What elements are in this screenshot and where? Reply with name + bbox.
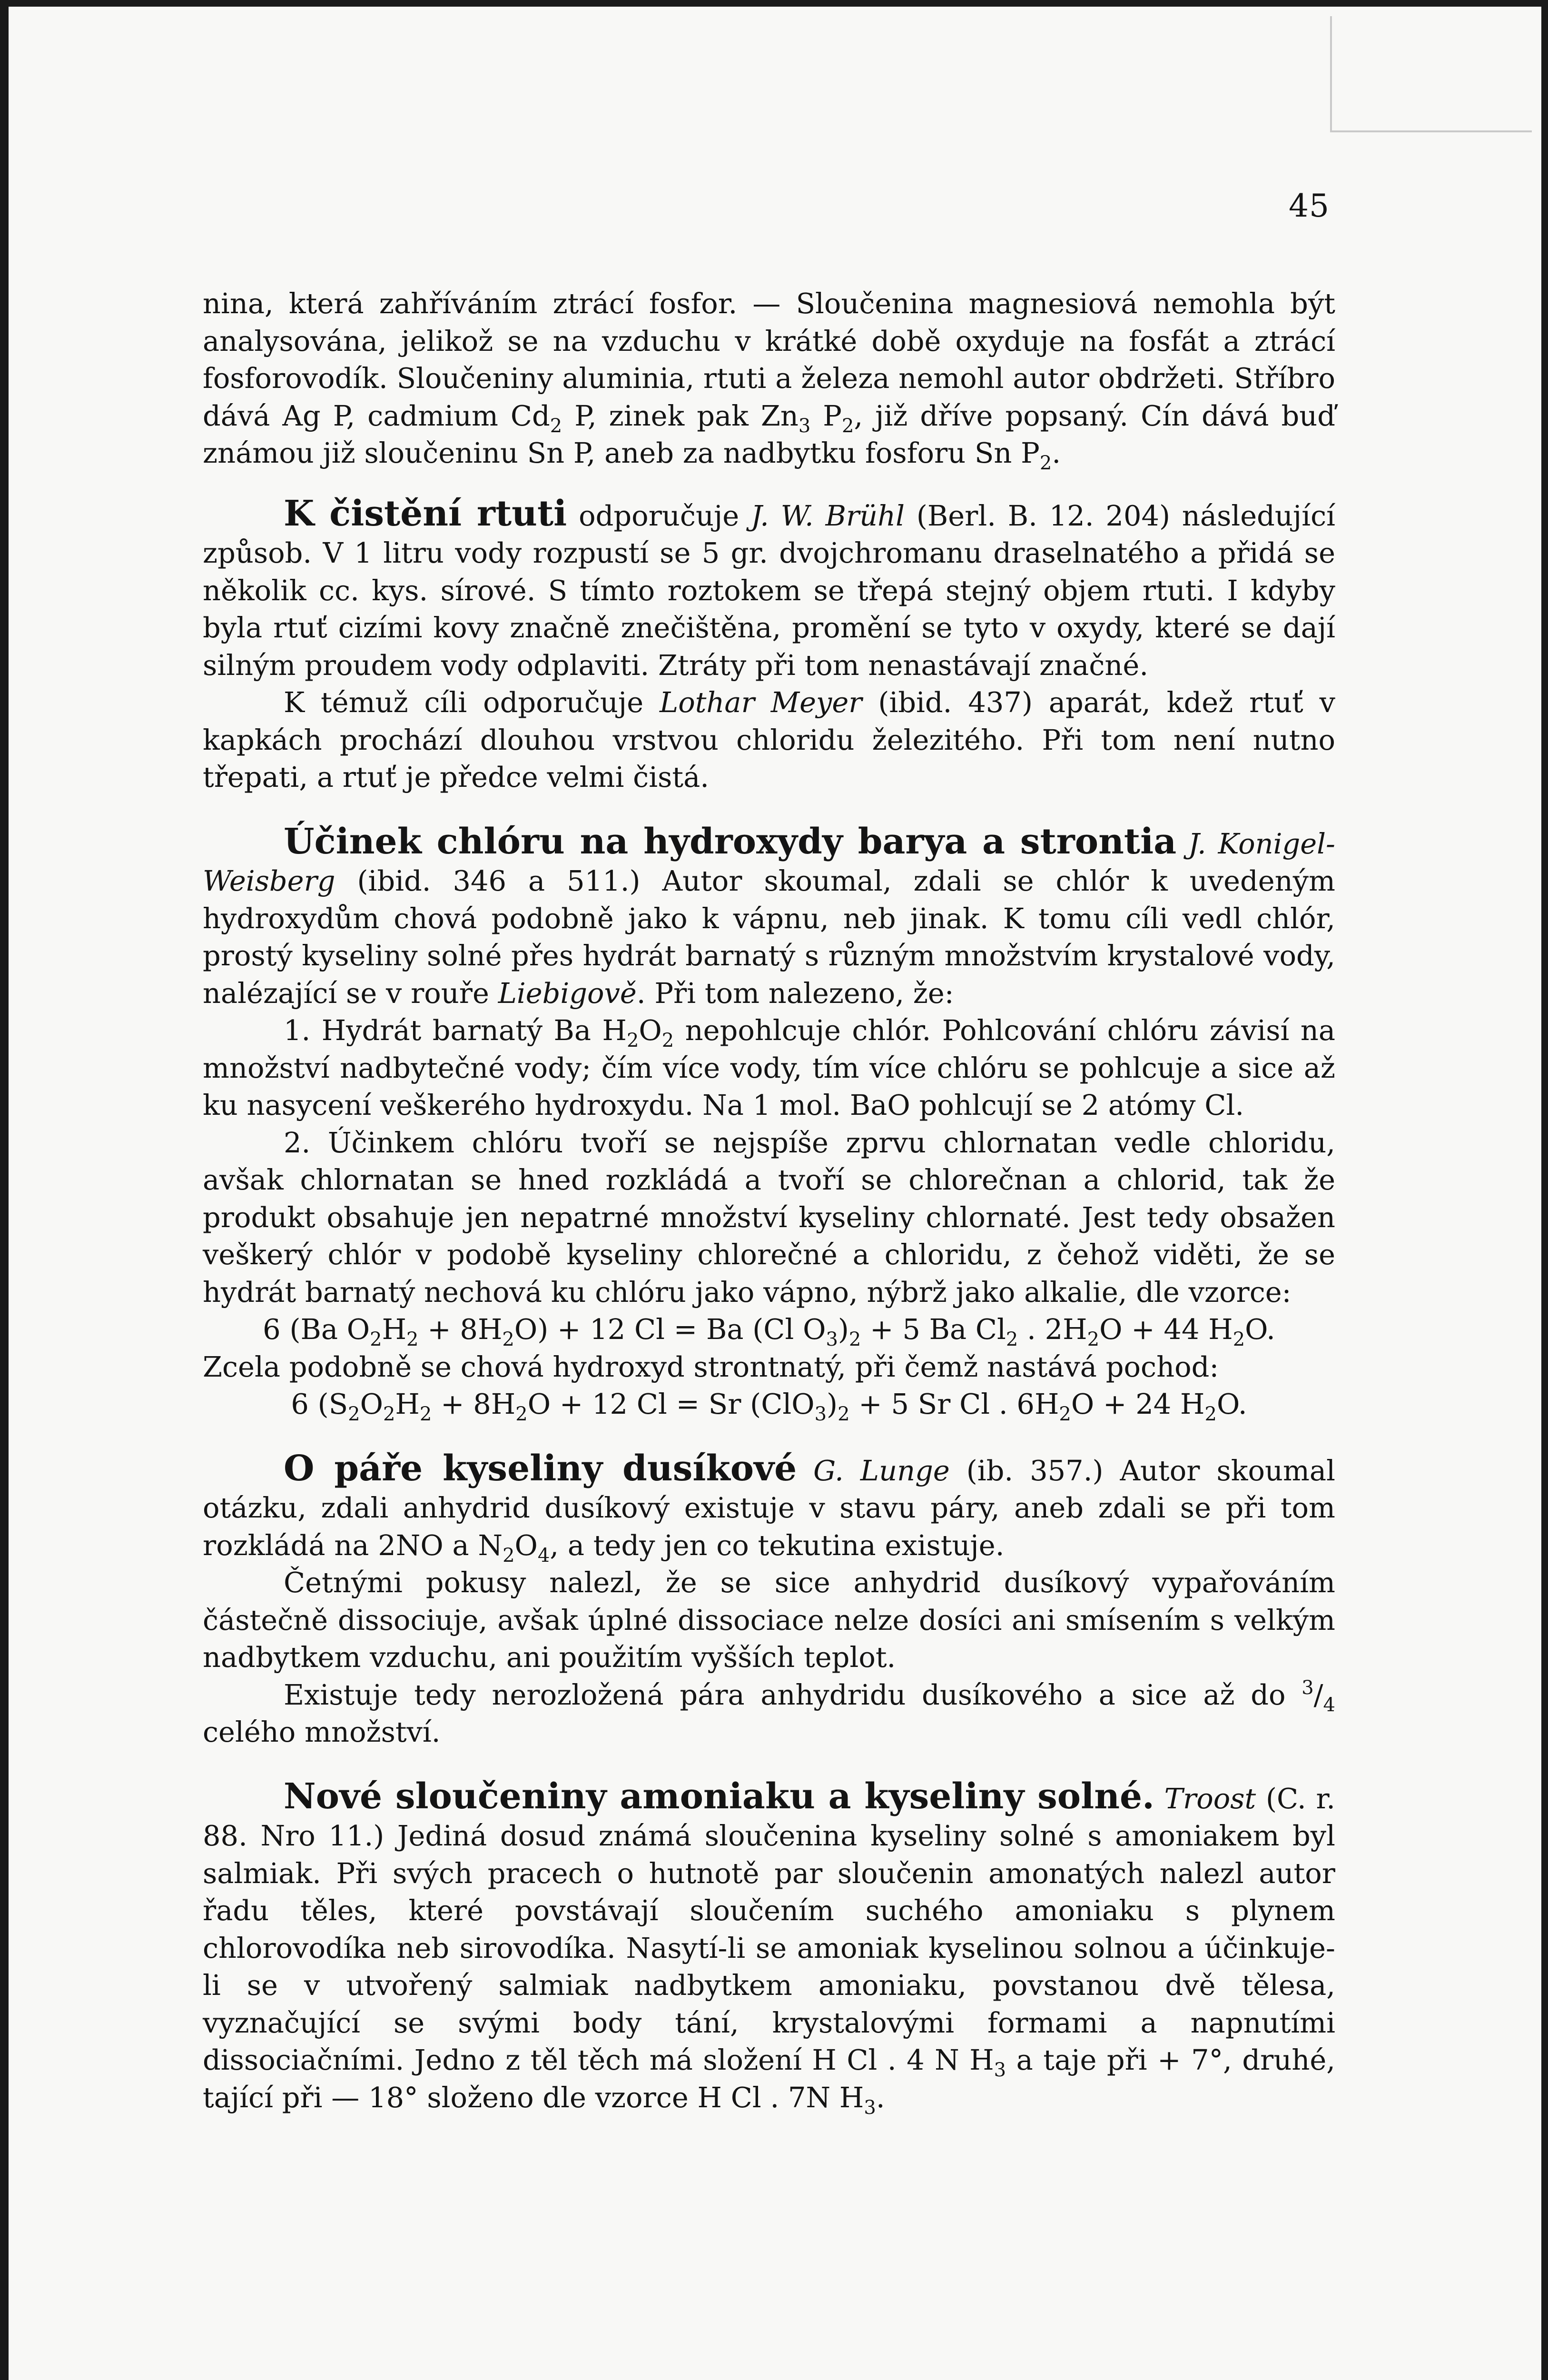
page-body: [203, 285, 1336, 2119]
nitrous-section: O páře kyseliny dusíkové G. Lunge (ib. 357.) Autor skoumal otázku, zdali anhydrid dusíkový existuje v stavu páry, aneb zdali se při tom rozkládá na 2NO a $N_2O_4$, a tedy jen co tekutina existuje.: [203, 1448, 1335, 1567]
scan-corner-mark: [1330, 16, 1532, 132]
ammonia-heading: Nové sloučeniny amoniaku a kyseliny solné.: [284, 1775, 1154, 1817]
ammonia-section: Nové sloučeniny amoniaku a kyseliny solné. Troost (C. r. 88. Nro 11.) Jediná dosud známá sloučenina kyseliny solné s amoniakem byl salmiak. Při svých pracech o hutnotě par sloučenin amonatých nalezl autor řadu těles, které povstávají sloučením suchého amoniaku s plynem chlorovodíka neb sirovodíka. Nasytí-li se amoniak kyselinou solnou a účinkuje-li se v utvořený salmiak nadbytkem amoniaku, povstanou dvě tělesa, vyznačující se svými body tání, krystalovými formami a napnutími dissociačními. Jedno z těl těch má složení H Cl . 4 N $H_3$ a taje při + 7°, druhé, tající při — 18° složeno dle vzorce H Cl . 7N $H_3$.: [203, 1775, 1335, 2119]
chlorine-strontium-line: Zcela podobně se chová hydroxyd strontnatý, při čemž nastává pochod:: [203, 1350, 1219, 1383]
equation-barium: 6 (Ba $O_2H_2 + 8H_2O) + 12$ Cl = Ba (Cl $O_3)_2 + 5$ Ba $Cl_2$ . $2H_2O + 44$ $H_2O$.: [263, 1313, 1275, 1350]
chlorine-section: Účinek chlóru na hydroxydy barya a strontia J. Konigel-Weisberg (ibid. 346 a 511.) Autor skoumal, zdali se chlór k uvedeným hydroxydům chová podobně jako k vápnu, neb jinak. K tomu cíli vedl chlór, prostý kyseliny solné přes hydrát barnatý s různým množstvím krystalové vody, nalézající se v rouře Liebigově. Při tom nalezeno, že:: [203, 821, 1335, 1010]
nitrous-heading: O páře kyseliny dusíkové: [284, 1448, 797, 1489]
nitrous-paragraph-2: Četnými pokusy nalezl, že se sice anhydrid dusíkový vypařováním částečně dissociuje, avšak úplné dissociace nelze dosíci ani smísením s velkým nadbytkem vzduchu, ani použitím vyšších teplot.: [203, 1566, 1335, 1674]
mercury-heading: K čistění rtuti: [284, 493, 567, 534]
page-number: 45: [1289, 188, 1330, 224]
chlorine-point-1: 1. Hydrát barnatý Ba $H_2O_2$ nepohlcuje chlór. Pohlcování chlóru závisí na množství nadbytečné vody; čím více vody, tím více chlóru se pohlcuje a sice až ku nasycení veškerého hydroxydu. Na 1 mol. BaO pohlcují se 2 atómy Cl.: [203, 1014, 1336, 1121]
nitrous-paragraph-3: Existuje tedy nerozložená pára anhydridu dusíkového a sice až do $^3/_4$ celého množství.: [203, 1676, 1335, 1748]
intro-paragraph: nina, která zahříváním ztrácí fosfor. — Sloučenina magnesiová nemohla být analysována, jelikož se na vzduchu v krátké době oxyduje na fosfát a ztrácí fosforovodík. Sloučeniny aluminia, rtuti a železa nemohl autor obdržeti. Stříbro dává Ag P, cadmium $Cd_2$ P, zinek pak $Zn_3$ $P_2$, již dříve popsaný. Cín dává buď známou již sloučeninu Sn P, aneb za nadbytku fosforu Sn $P_2$.: [203, 287, 1336, 474]
mercury-paragraph-2: K témuž cíli odporučuje Lothar Meyer (ibid. 437) aparát, kdež rtuť v kapkách prochází dlouhou vrstvou chloridu železitého. Při tom není nutno třepati, a rtuť je předce velmi čistá.: [203, 686, 1335, 793]
mercury-section: K čistění rtuti odporučuje J. W. Brühl (Berl. B. 12. 204) následující způsob. V 1 litru vody rozpustí se 5 gr. dvojchromanu draselnatého a přidá se několik cc. kys. sírové. S tímto roztokem se třepá stejný objem rtuti. I kdyby byla rtuť cizími kovy značně znečištěna, promění se tyto v oxydy, které se dají silným proudem vody odplaviti. Ztráty při tom nenastávají značné.: [203, 493, 1335, 682]
chlorine-point-2: 2. Účinkem chlóru tvoří se nejspíše zprvu chlornatan vedle chloridu, avšak chlornatan se hned rozkládá a tvoří se chlorečnan a chlorid, tak že produkt obsahuje jen nepatrné množství kyseliny chlornaté. Jest tedy obsažen veškerý chlór v podobě kyseliny chlorečné a chloridu, z čehož viděti, že se hydrát barnatý nechová ku chlóru jako vápno, nýbrž jako alkalie, dle vzorce:: [203, 1126, 1335, 1309]
chlorine-heading: Účinek chlóru na hydroxydy barya a strontia: [284, 821, 1177, 862]
equation-strontium: 6 ($S_2O_2H_2 + 8H_2O + 12$ Cl = Sr $(ClO_3)_2 + 5$ Sr Cl . $6H_2O + 24$ $H_2O$.: [291, 1388, 1247, 1425]
